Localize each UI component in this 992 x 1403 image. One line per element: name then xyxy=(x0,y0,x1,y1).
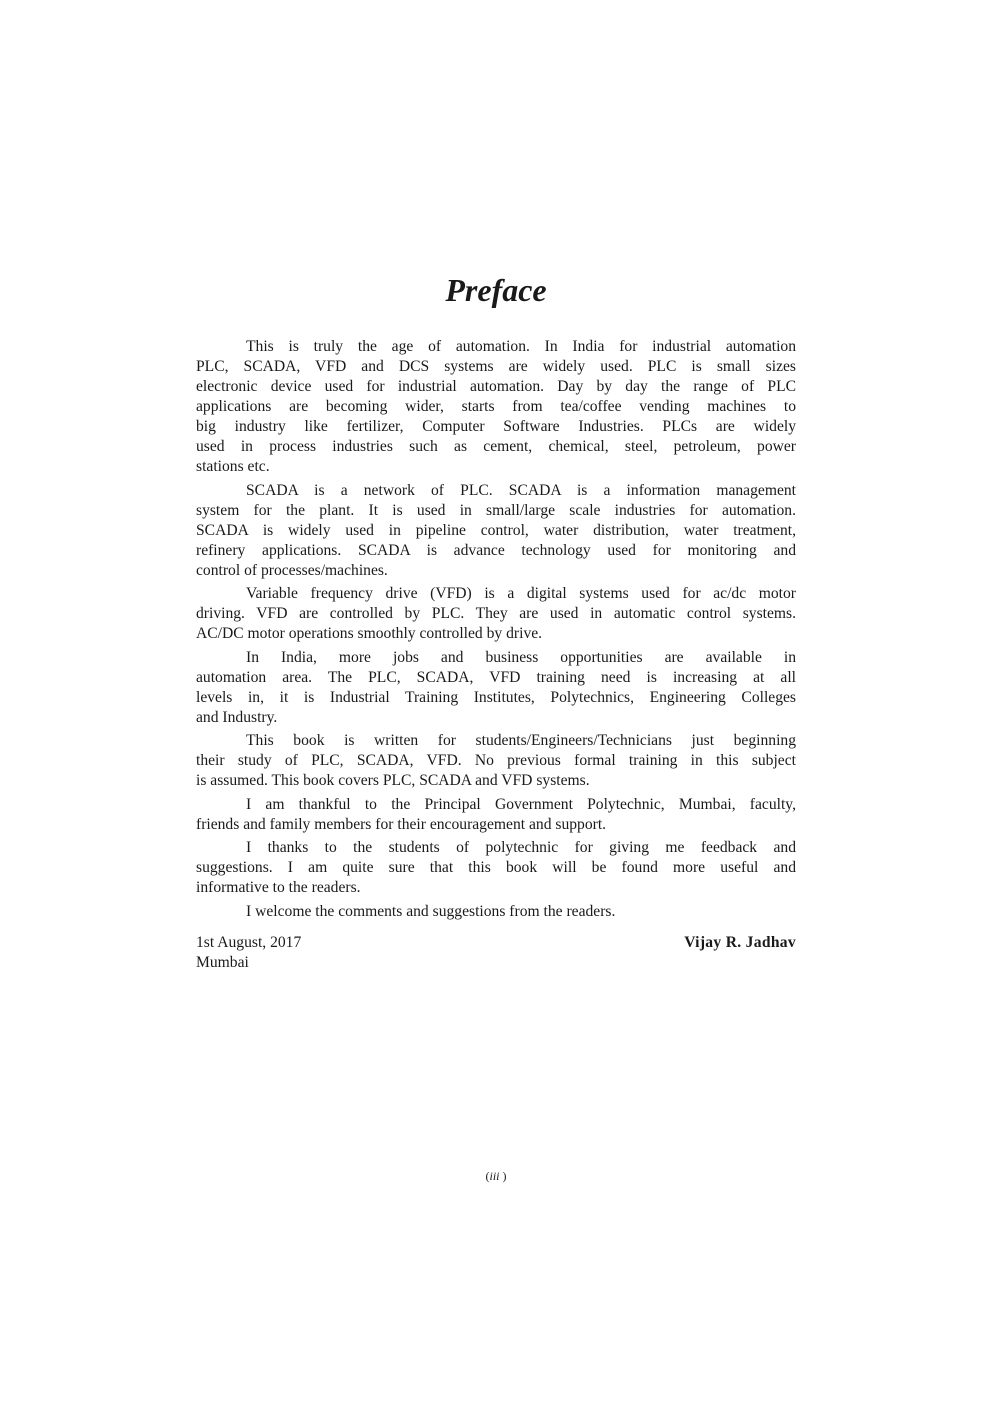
text-line: control of processes/machines. xyxy=(196,561,388,579)
paragraph xyxy=(196,337,796,477)
paragraph xyxy=(196,838,796,898)
text-line: Variable frequency drive (VFD) is a digital systems used for ac/dc motor xyxy=(246,585,796,602)
text-line: This book is written for students/Engineers/Technicians just beginning xyxy=(246,732,796,749)
page-number: (iii ) xyxy=(485,1169,507,1183)
text-line: In India, more jobs and business opportunities are available in xyxy=(246,648,796,666)
text-line: AC/DC motor operations smoothly controlled by drive. xyxy=(196,625,543,642)
paragraph xyxy=(196,648,796,728)
text-line: and Industry. xyxy=(196,708,278,726)
text-line: levels in, it is Industrial Training Institutes, Polytechnics, Engineering Colleges xyxy=(196,688,796,706)
text-line: PLC, SCADA, VFD and DCS systems are widely used. PLC is small sizes xyxy=(196,358,796,375)
paragraph xyxy=(196,584,796,644)
text-line: stations etc. xyxy=(196,458,270,475)
text-line: refinery applications. SCADA is advance technology used for monitoring and xyxy=(196,541,796,559)
text-line: informative to the readers. xyxy=(196,879,361,896)
preface-body xyxy=(196,337,796,925)
text-line: suggestions. I am quite sure that this book will be found more useful and xyxy=(196,859,796,876)
place: Mumbai xyxy=(196,954,249,971)
text-line: automation area. The PLC, SCADA, VFD training need is increasing at all xyxy=(196,668,796,686)
text-line: used in process industries such as cement, chemical, steel, petroleum, power xyxy=(196,438,796,455)
text-line: driving. VFD are controlled by PLC. They are used in automatic control systems. xyxy=(196,605,796,622)
text-line: SCADA is a network of PLC. SCADA is a information management xyxy=(246,481,796,499)
text-line: system for the plant. It is used in small/large scale industries for automation. xyxy=(196,501,796,519)
text-line: SCADA is widely used in pipeline control, water distribution, water treatment, xyxy=(196,521,796,539)
preface-footer xyxy=(196,933,796,973)
page-number-value: iii xyxy=(489,1169,500,1183)
date: 1st August, 2017 xyxy=(196,934,302,951)
text-line: electronic device used for industrial automation. Day by day the range of PLC xyxy=(196,378,796,395)
text-line: big industry like fertilizer, Computer Software Industries. PLCs are widely xyxy=(196,418,796,435)
text-line: their study of PLC, SCADA, VFD. No previous formal training in this subject xyxy=(196,752,796,769)
page-title: Preface xyxy=(445,272,547,308)
text-line: I am thankful to the Principal Government Polytechnic, Mumbai, faculty, xyxy=(246,795,796,813)
paragraph xyxy=(196,902,796,922)
paragraph xyxy=(196,481,796,581)
text-line: I welcome the comments and suggestions from the readers. xyxy=(246,902,616,920)
paragraph xyxy=(196,731,796,791)
text-line: This is truly the age of automation. In India for industrial automation xyxy=(246,338,796,355)
text-line: friends and family members for their encouragement and support. xyxy=(196,815,607,833)
author-name: Vijay R. Jadhav xyxy=(684,934,796,951)
text-line: I thanks to the students of polytechnic for giving me feedback and xyxy=(246,839,796,856)
text-line: applications are becoming wider, starts from tea/coffee vending machines to xyxy=(196,398,796,415)
text-line: is assumed. This book covers PLC, SCADA and VFD systems. xyxy=(196,772,590,789)
paragraph xyxy=(196,795,796,835)
